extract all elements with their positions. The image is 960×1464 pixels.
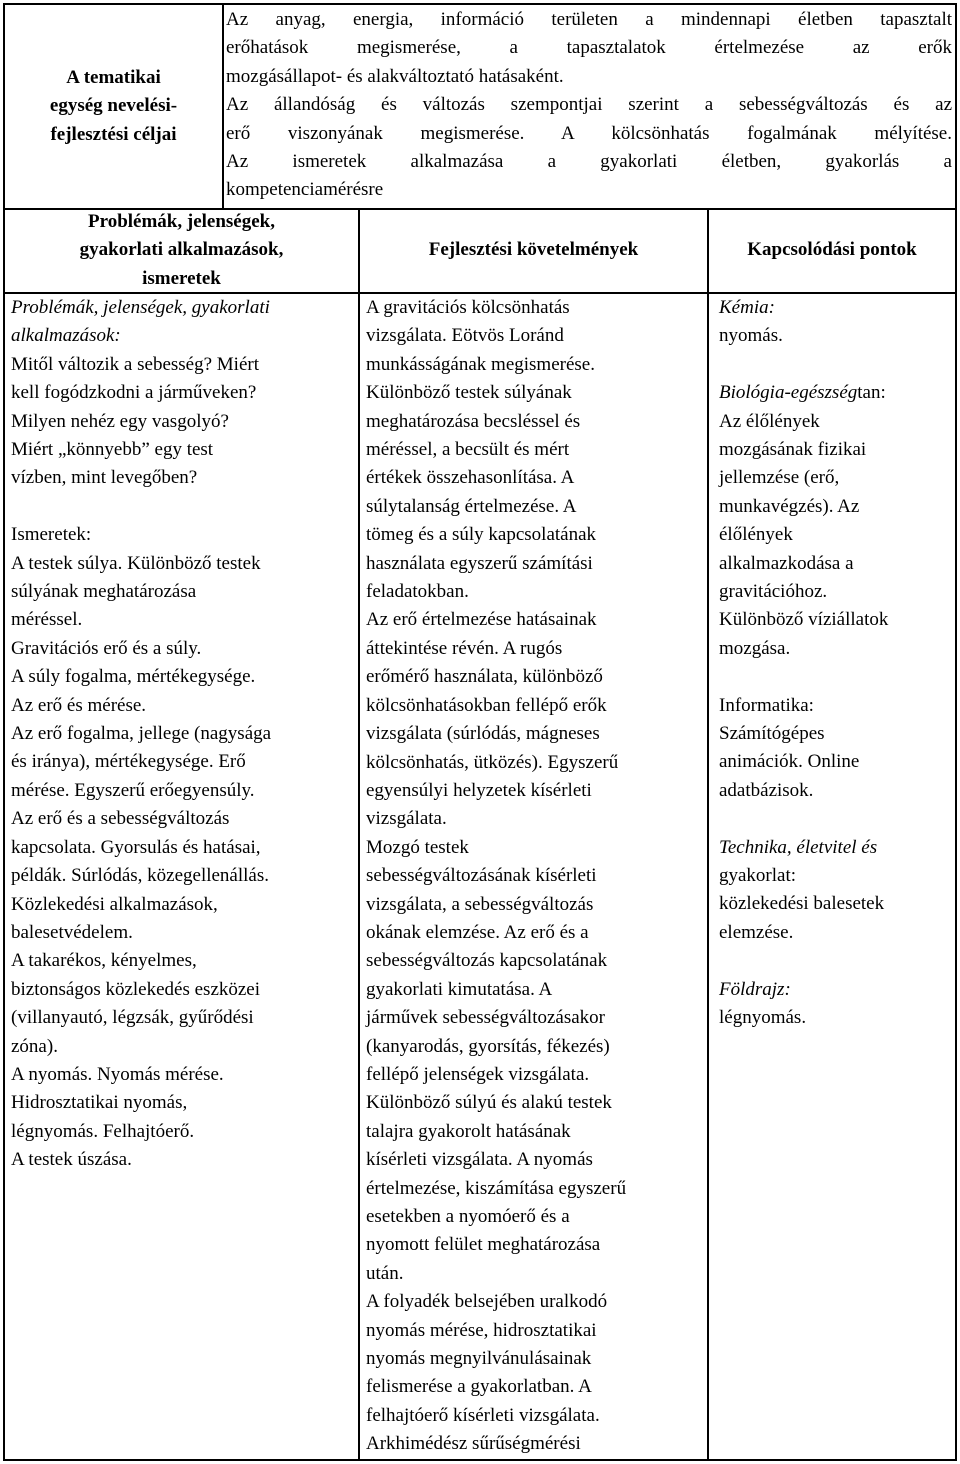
requirement-line: talajra gyakorolt hatásának [366,1120,571,1142]
requirement-line: vizsgálata. [366,808,447,830]
informatics-line: animációk. Online [719,751,860,773]
requirement-line: Az erő értelmezése hatásainak [366,609,597,631]
requirement-line: után. [366,1262,404,1284]
goals-text-line: erő viszonyának megismerése. A kölcsönhatás fogalmának mélyítése. [226,122,952,144]
requirement-line: gyakorlati kimutatása. A [366,978,553,1000]
biology-line: mozgása. [719,637,791,659]
knowledge-label: Ismeretek: [11,524,92,546]
paragraph-gap [719,663,953,691]
technology-line: elemzése. [719,921,794,943]
knowledge-line: A testek súlya. Különböző testek [11,552,261,574]
requirement-line: használata egyszerű számítási [366,552,593,574]
biology-line: Az élőlények [719,410,820,432]
requirement-line: nyomás megnyilvánulásainak [366,1348,592,1370]
technology-line: közlekedési balesetek [719,893,885,915]
goals-label-line: egység nevelési- [49,95,178,117]
biology-line: munkavégzés). Az [719,495,860,517]
requirement-line: kölcsönhatás, ütközés). Egyszerű [366,751,619,773]
knowledge-line: A takarékos, kényelmes, [11,950,197,972]
informatics-line: Számítógépes [719,723,825,745]
question-line: kell fogódzkodni a járműveken? [11,382,257,404]
requirement-line: súlytalanság értelmezése. A [366,495,577,517]
knowledge-line: példák. Súrlódás, közegellenállás. [11,865,270,887]
requirement-line: egyensúlyi helyzetek kísérleti [366,779,592,801]
question-line: vízben, mint levegőben? [11,467,198,489]
requirements-column-header [360,236,707,264]
requirement-line: értékek összehasonlítása. A [366,467,575,489]
goals-text-line: kompetenciamérésre [226,179,384,201]
requirement-line: nyomás mérése, hidrosztatikai [366,1319,597,1341]
problems-cell [11,294,356,1175]
requirement-line: fellépő jelenségek vizsgálata. [366,1063,590,1085]
informatics-line: adatbázisok. [719,779,814,801]
requirement-line: kölcsönhatásokban fellépő erők [366,694,607,716]
requirement-line: A folyadék belsejében uralkodó [366,1291,608,1313]
requirement-line: méréssel, a becsült és mért [366,439,570,461]
table-border-top [3,3,957,5]
requirement-line: feladatokban. [366,581,469,603]
requirement-line: sebességváltozásának kísérleti [366,865,597,887]
question-line: Milyen nehéz egy vasgolyó? [11,410,229,432]
requirement-line: felhajtóerő kísérleti vizsgálata. [366,1404,600,1426]
requirement-line: nyomott felület meghatározása [366,1234,601,1256]
knowledge-line: méréssel. [11,609,83,631]
biology-label-italic: Biológia-egészség [719,382,858,404]
question-line: Miért „könnyebb” egy test [11,439,214,461]
chemistry-label: Kémia: [719,297,775,318]
goals-text-line: Az állandóság és változás szempontjai szerint a sebességváltozás és az [226,94,952,116]
requirement-line: felismerése a gyakorlatban. A [366,1376,592,1398]
knowledge-line: és iránya), mértékegysége. Erő [11,751,246,773]
table-border-bottom [3,1459,957,1461]
requirement-line: Különböző súlyú és alakú testek [366,1092,612,1114]
geography-text: légnyomás. [719,1007,807,1029]
biology-line: alkalmazkodása a [719,552,854,574]
problems-column-divider [358,208,360,1461]
paragraph-gap [719,805,953,833]
chemistry-text: nyomás. [719,325,783,347]
knowledge-line: Az erő és a sebességváltozás [11,808,230,830]
knowledge-line: A súly fogalma, mértékegysége. [11,666,256,688]
requirements-cell [366,294,705,1459]
requirement-line: vizsgálata (súrlódás, mágneses [366,723,600,745]
question-line: Mitől változik a sebesség? Miért [11,353,259,375]
biology-label [719,379,953,407]
biology-line: Különböző víziállatok [719,609,889,631]
table-border-right [955,3,957,1461]
paragraph-gap [719,947,953,975]
biology-line: mozgásának fizikai [719,439,867,461]
goals-text-line: Az ismeretek alkalmazása a gyakorlati életben, gyakorlás a [226,151,952,173]
requirement-line: vizsgálata. Eötvös Loránd [366,325,564,347]
requirement-line: erőmérő használata, különböző [366,666,603,688]
requirement-line: tömeg és a súly kapcsolatának [366,524,597,546]
knowledge-line: zóna). [11,1035,58,1057]
requirement-line: áttekintése révén. A rugós [366,637,563,659]
requirement-line: Mozgó testek [366,836,469,858]
requirement-line: kísérleti vizsgálata. A nyomás [366,1149,593,1171]
requirement-line: sebességváltozás kapcsolatának [366,950,608,972]
knowledge-line: Az erő fogalma, jellege (nagysága [11,723,272,745]
requirement-line: vizsgálata, a sebességváltozás [366,893,594,915]
problems-intro-line: Problémák, jelenségek, gyakorlati [11,297,270,318]
curriculum-table [3,3,957,1461]
problems-header-line: gyakorlati alkalmazások, [79,239,284,261]
knowledge-line: biztonságos közlekedés eszközei [11,978,261,1000]
goals-label-line: fejlesztési céljai [50,123,177,145]
requirements-header-text: Fejlesztési követelmények [428,239,639,260]
knowledge-line: kapcsolata. Gyorsulás és hatásai, [11,836,261,858]
problems-header-line: Problémák, jelenségek, [88,211,275,232]
connections-column-header [709,236,955,264]
problems-intro-line: alkalmazások: [11,325,121,347]
connections-header-text: Kapcsolódási pontok [747,239,917,260]
goals-label [7,64,220,149]
connections-cell [719,294,953,1033]
paragraph-gap [719,351,953,379]
goals-text-line: mozgásállapot- és alakváltoztató hatásaként. [226,65,564,87]
knowledge-line: Hidrosztatikai nyomás, [11,1092,188,1114]
informatics-label: Informatika: [719,694,814,716]
requirement-line: meghatározása becsléssel és [366,410,581,432]
knowledge-line: Közlekedési alkalmazások, [11,893,218,915]
knowledge-line: légnyomás. Felhajtóerő. [11,1120,195,1142]
biology-line: gravitációhoz. [719,581,828,603]
requirement-line: járművek sebességváltozásakor [366,1007,605,1029]
knowledge-line: súlyának meghatározása [11,581,197,603]
knowledge-line: (villanyautó, légzsák, gyűrődési [11,1007,254,1029]
biology-line: élőlények [719,524,793,546]
biology-label-rest: tan: [857,382,886,404]
goals-text-line: erőhatások megismerése, a tapasztalatok értelmezése az erők [226,37,952,59]
goals-text-line: Az anyag, energia, információ területen a mindennapi életben tapasztalt [226,9,952,30]
goals-column-divider [222,3,224,209]
requirement-line: A gravitációs kölcsönhatás [366,297,570,318]
goals-label-line: A tematikai [66,67,161,88]
technology-label: Technika, életvitel és [719,836,878,858]
knowledge-line: Az erő és mérése. [11,694,147,716]
geography-label: Földrajz: [719,978,791,1000]
requirement-line: Arkhimédész sűrűségmérési [366,1433,581,1455]
problems-column-header [5,208,358,293]
knowledge-line: Gravitációs erő és a súly. [11,637,202,659]
biology-line: jellemzése (erő, [719,467,840,489]
requirement-line: esetekben a nyomóerő és a [366,1206,570,1227]
knowledge-line: mérése. Egyszerű erőegyensúly. [11,779,255,801]
requirement-line: (kanyarodás, gyorsítás, fékezés) [366,1035,610,1057]
requirement-line: okának elemzése. Az erő és a [366,921,589,943]
requirement-line: értelmezése, kiszámítása egyszerű [366,1177,627,1199]
knowledge-line: balesetvédelem. [11,921,133,943]
paragraph-gap [11,493,356,521]
knowledge-line: A testek úszása. [11,1149,132,1171]
knowledge-line: A nyomás. Nyomás mérése. [11,1063,224,1085]
technology-line: gyakorlat: [719,865,797,887]
problems-header-line: ismeretek [142,267,221,289]
requirements-column-divider [707,208,709,1461]
requirement-line: munkásságának megismerése. [366,353,595,375]
goals-text [226,6,952,205]
requirement-line: Különböző testek súlyának [366,382,572,404]
